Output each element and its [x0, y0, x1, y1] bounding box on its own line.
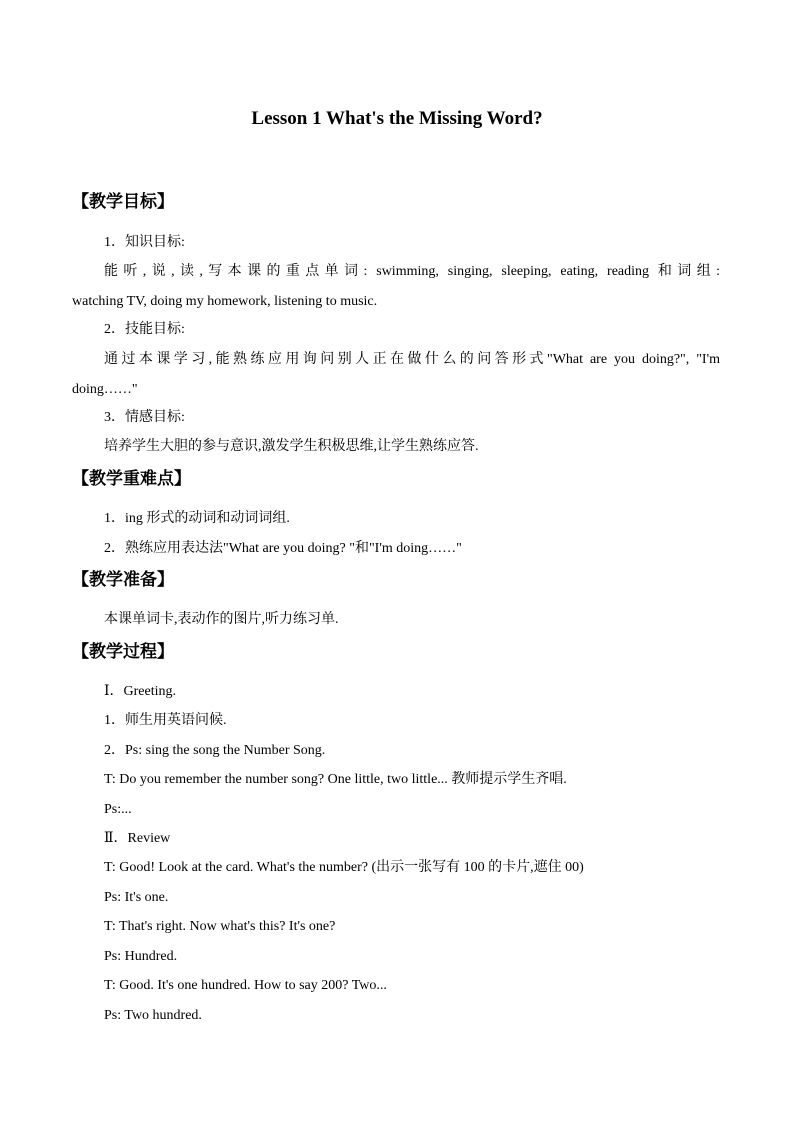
- section-heading-process: 【教学过程】: [72, 642, 174, 662]
- process-line: T: Good! Look at the card. What's the number? (出示一张写有 100 的卡片,遮住 00): [104, 860, 584, 875]
- objective-label-emotion: 3．情感目标:: [104, 410, 185, 425]
- objective-label-skill: 2．技能目标:: [104, 322, 185, 337]
- process-line: T: Do you remember the number song? One little, two little... 教师提示学生齐唱.: [104, 772, 567, 787]
- section-heading-objectives: 【教学目标】: [72, 192, 174, 212]
- process-line: Ⅱ．Review: [104, 831, 171, 846]
- process-line: Ps:...: [104, 802, 132, 817]
- key-point-2: 2．熟练应用表达法"What are you doing? "和"I'm doing……": [104, 541, 462, 556]
- objective-skill-text-2: doing……": [72, 382, 138, 397]
- process-line: Ps: Hundred.: [104, 949, 178, 964]
- objective-knowledge-text-2: watching TV, doing my homework, listening to music.: [72, 294, 378, 309]
- objective-label-knowledge: 1．知识目标:: [104, 235, 185, 250]
- section-heading-key-points: 【教学重难点】: [72, 469, 191, 489]
- objective-knowledge-text-1: 能听,说,读,写本课的重点单词: swimming, singing, sleeping, eating, reading 和词组:: [104, 264, 720, 279]
- key-point-1: 1．ing 形式的动词和动词词组.: [104, 511, 290, 526]
- preparation-text: 本课单词卡,表动作的图片,听力练习单.: [104, 612, 339, 627]
- page-title: Lesson 1 What's the Missing Word?: [251, 108, 543, 129]
- process-line: Ⅰ．Greeting.: [104, 684, 177, 699]
- process-line: 2．Ps: sing the song the Number Song.: [104, 743, 326, 758]
- process-line: T: That's right. Now what's this? It's one?: [104, 919, 336, 934]
- process-line: T: Good. It's one hundred. How to say 200? Two...: [104, 978, 387, 993]
- process-line: 1．师生用英语问候.: [104, 713, 227, 728]
- process-line: Ps: It's one.: [104, 890, 169, 905]
- section-heading-preparation: 【教学准备】: [72, 570, 174, 590]
- process-line: Ps: Two hundred.: [104, 1008, 202, 1023]
- objective-skill-text-1: 通过本课学习,能熟练应用询问别人正在做什么的问答形式"What are you doing?", "I'm: [104, 352, 720, 367]
- objective-emotion-text: 培养学生大胆的参与意识,激发学生积极思维,让学生熟练应答.: [104, 439, 479, 454]
